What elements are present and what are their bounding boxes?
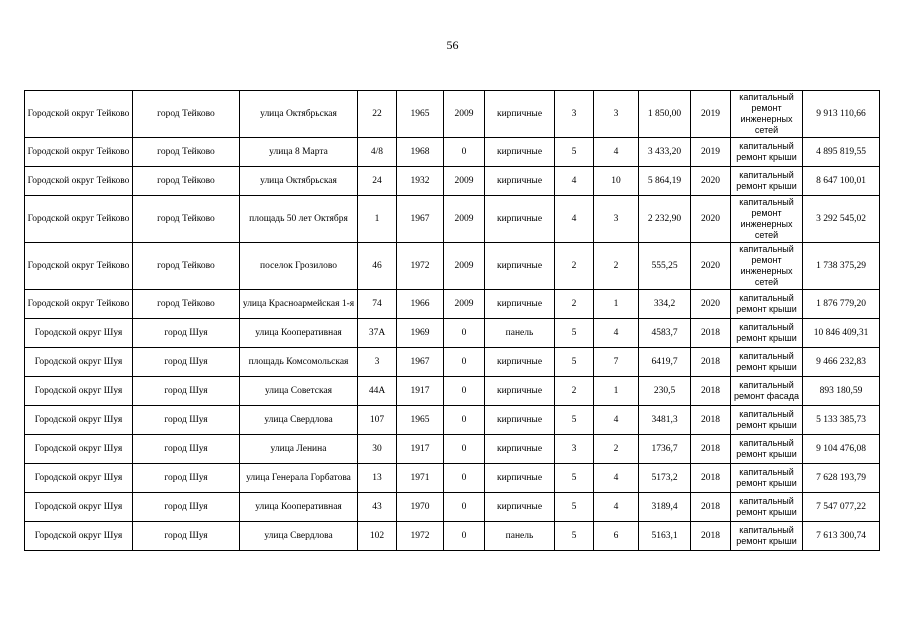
table-row bbox=[25, 493, 880, 522]
build-year-cell: 1968 bbox=[397, 138, 444, 167]
previous-repair-year-cell: 2009 bbox=[444, 290, 485, 319]
house-number-cell: 43 bbox=[358, 493, 397, 522]
table-row bbox=[25, 435, 880, 464]
area-cell: 3481,3 bbox=[639, 406, 691, 435]
house-number-cell: 37А bbox=[358, 319, 397, 348]
area-cell: 5 864,19 bbox=[639, 167, 691, 196]
build-year-cell: 1917 bbox=[397, 377, 444, 406]
floors-cell: 5 bbox=[555, 138, 594, 167]
table-row bbox=[25, 91, 880, 138]
district-cell: Городской округ Шуя bbox=[25, 348, 133, 377]
area-cell: 5173,2 bbox=[639, 464, 691, 493]
table-row bbox=[25, 167, 880, 196]
repair-kind-cell: капитальный ремонт крыши bbox=[731, 493, 803, 522]
cost-cell: 9 913 110,66 bbox=[803, 91, 880, 138]
repair-kind-cell: капитальный ремонт крыши bbox=[731, 167, 803, 196]
page-number: 56 bbox=[446, 38, 459, 52]
area-cell: 3189,4 bbox=[639, 493, 691, 522]
table-row bbox=[25, 348, 880, 377]
repair-year-cell: 2018 bbox=[691, 377, 731, 406]
wall-material-cell: кирпичные bbox=[485, 196, 555, 243]
cost-cell: 5 133 385,73 bbox=[803, 406, 880, 435]
previous-repair-year-cell: 2009 bbox=[444, 167, 485, 196]
repair-kind-cell: капитальный ремонт крыши bbox=[731, 464, 803, 493]
previous-repair-year-cell: 2009 bbox=[444, 91, 485, 138]
entrances-cell: 3 bbox=[594, 91, 639, 138]
wall-material-cell: кирпичные bbox=[485, 138, 555, 167]
district-cell: Городской округ Тейково bbox=[25, 290, 133, 319]
repair-year-cell: 2019 bbox=[691, 138, 731, 167]
previous-repair-year-cell: 2009 bbox=[444, 196, 485, 243]
floors-cell: 5 bbox=[555, 464, 594, 493]
floors-cell: 2 bbox=[555, 290, 594, 319]
street-cell: улица Ленина bbox=[240, 435, 358, 464]
wall-material-cell: кирпичные bbox=[485, 377, 555, 406]
previous-repair-year-cell: 0 bbox=[444, 522, 485, 551]
repair-year-cell: 2018 bbox=[691, 319, 731, 348]
repair-kind-cell: капитальный ремонт крыши bbox=[731, 290, 803, 319]
table-row bbox=[25, 406, 880, 435]
street-cell: улица Свердлова bbox=[240, 406, 358, 435]
house-number-cell: 13 bbox=[358, 464, 397, 493]
city-cell: город Шуя bbox=[133, 406, 240, 435]
house-number-cell: 22 bbox=[358, 91, 397, 138]
previous-repair-year-cell: 0 bbox=[444, 319, 485, 348]
wall-material-cell: кирпичные bbox=[485, 348, 555, 377]
build-year-cell: 1965 bbox=[397, 91, 444, 138]
house-number-cell: 1 bbox=[358, 196, 397, 243]
wall-material-cell: кирпичные bbox=[485, 464, 555, 493]
district-cell: Городской округ Шуя bbox=[25, 522, 133, 551]
district-cell: Городской округ Тейково bbox=[25, 138, 133, 167]
entrances-cell: 4 bbox=[594, 138, 639, 167]
city-cell: город Тейково bbox=[133, 196, 240, 243]
entrances-cell: 2 bbox=[594, 243, 639, 290]
entrances-cell: 6 bbox=[594, 522, 639, 551]
district-cell: Городской округ Тейково bbox=[25, 196, 133, 243]
city-cell: город Тейково bbox=[133, 243, 240, 290]
housing-repair-table bbox=[24, 90, 880, 551]
floors-cell: 5 bbox=[555, 493, 594, 522]
table-row bbox=[25, 243, 880, 290]
area-cell: 2 232,90 bbox=[639, 196, 691, 243]
floors-cell: 3 bbox=[555, 91, 594, 138]
repair-kind-cell: капитальный ремонт крыши bbox=[731, 522, 803, 551]
city-cell: город Шуя bbox=[133, 319, 240, 348]
repair-year-cell: 2020 bbox=[691, 243, 731, 290]
street-cell: улица Советская bbox=[240, 377, 358, 406]
city-cell: город Тейково bbox=[133, 138, 240, 167]
repair-year-cell: 2018 bbox=[691, 464, 731, 493]
table-row bbox=[25, 196, 880, 243]
repair-kind-cell: капитальный ремонт крыши bbox=[731, 319, 803, 348]
repair-year-cell: 2020 bbox=[691, 196, 731, 243]
cost-cell: 893 180,59 bbox=[803, 377, 880, 406]
repair-year-cell: 2019 bbox=[691, 91, 731, 138]
floors-cell: 5 bbox=[555, 348, 594, 377]
city-cell: город Шуя bbox=[133, 493, 240, 522]
wall-material-cell: кирпичные bbox=[485, 243, 555, 290]
repair-year-cell: 2018 bbox=[691, 435, 731, 464]
cost-cell: 9 466 232,83 bbox=[803, 348, 880, 377]
house-number-cell: 3 bbox=[358, 348, 397, 377]
repair-year-cell: 2020 bbox=[691, 290, 731, 319]
wall-material-cell: кирпичные bbox=[485, 493, 555, 522]
previous-repair-year-cell: 0 bbox=[444, 406, 485, 435]
repair-kind-cell: капитальный ремонт крыши bbox=[731, 138, 803, 167]
previous-repair-year-cell: 0 bbox=[444, 493, 485, 522]
table-row bbox=[25, 377, 880, 406]
repair-kind-cell: капитальный ремонт крыши bbox=[731, 406, 803, 435]
floors-cell: 2 bbox=[555, 243, 594, 290]
floors-cell: 5 bbox=[555, 406, 594, 435]
cost-cell: 3 292 545,02 bbox=[803, 196, 880, 243]
cost-cell: 7 628 193,79 bbox=[803, 464, 880, 493]
area-cell: 5163,1 bbox=[639, 522, 691, 551]
area-cell: 230,5 bbox=[639, 377, 691, 406]
street-cell: улица Красноармейская 1-я bbox=[240, 290, 358, 319]
city-cell: город Шуя bbox=[133, 348, 240, 377]
repair-kind-cell: капитальный ремонт фасада bbox=[731, 377, 803, 406]
area-cell: 4583,7 bbox=[639, 319, 691, 348]
district-cell: Городской округ Шуя bbox=[25, 435, 133, 464]
previous-repair-year-cell: 0 bbox=[444, 348, 485, 377]
cost-cell: 9 104 476,08 bbox=[803, 435, 880, 464]
district-cell: Городской округ Шуя bbox=[25, 377, 133, 406]
street-cell: поселок Грозилово bbox=[240, 243, 358, 290]
house-number-cell: 24 bbox=[358, 167, 397, 196]
previous-repair-year-cell: 0 bbox=[444, 435, 485, 464]
previous-repair-year-cell: 2009 bbox=[444, 243, 485, 290]
street-cell: улица Октябрьская bbox=[240, 167, 358, 196]
floors-cell: 5 bbox=[555, 522, 594, 551]
wall-material-cell: кирпичные bbox=[485, 91, 555, 138]
table-row bbox=[25, 319, 880, 348]
street-cell: улица Генерала Горбатова bbox=[240, 464, 358, 493]
city-cell: город Шуя bbox=[133, 522, 240, 551]
build-year-cell: 1970 bbox=[397, 493, 444, 522]
house-number-cell: 4/8 bbox=[358, 138, 397, 167]
district-cell: Городской округ Тейково bbox=[25, 167, 133, 196]
area-cell: 3 433,20 bbox=[639, 138, 691, 167]
house-number-cell: 74 bbox=[358, 290, 397, 319]
entrances-cell: 10 bbox=[594, 167, 639, 196]
floors-cell: 3 bbox=[555, 435, 594, 464]
wall-material-cell: кирпичные bbox=[485, 290, 555, 319]
repair-kind-cell: капитальный ремонт крыши bbox=[731, 435, 803, 464]
entrances-cell: 4 bbox=[594, 493, 639, 522]
entrances-cell: 1 bbox=[594, 290, 639, 319]
house-number-cell: 107 bbox=[358, 406, 397, 435]
build-year-cell: 1967 bbox=[397, 196, 444, 243]
area-cell: 334,2 bbox=[639, 290, 691, 319]
street-cell: улица Кооперативная bbox=[240, 493, 358, 522]
cost-cell: 1 876 779,20 bbox=[803, 290, 880, 319]
build-year-cell: 1971 bbox=[397, 464, 444, 493]
house-number-cell: 30 bbox=[358, 435, 397, 464]
entrances-cell: 2 bbox=[594, 435, 639, 464]
wall-material-cell: панель bbox=[485, 522, 555, 551]
build-year-cell: 1972 bbox=[397, 522, 444, 551]
previous-repair-year-cell: 0 bbox=[444, 464, 485, 493]
table-row bbox=[25, 290, 880, 319]
district-cell: Городской округ Тейково bbox=[25, 91, 133, 138]
repair-kind-cell: капитальный ремонт инженерных сетей bbox=[731, 243, 803, 290]
build-year-cell: 1965 bbox=[397, 406, 444, 435]
district-cell: Городской округ Шуя bbox=[25, 464, 133, 493]
district-cell: Городской округ Шуя bbox=[25, 493, 133, 522]
district-cell: Городской округ Шуя bbox=[25, 406, 133, 435]
previous-repair-year-cell: 0 bbox=[444, 138, 485, 167]
street-cell: улица 8 Марта bbox=[240, 138, 358, 167]
entrances-cell: 4 bbox=[594, 406, 639, 435]
table-body bbox=[25, 91, 880, 551]
floors-cell: 4 bbox=[555, 167, 594, 196]
city-cell: город Тейково bbox=[133, 91, 240, 138]
repair-year-cell: 2018 bbox=[691, 348, 731, 377]
repair-kind-cell: капитальный ремонт инженерных сетей bbox=[731, 91, 803, 138]
repair-kind-cell: капитальный ремонт крыши bbox=[731, 348, 803, 377]
build-year-cell: 1966 bbox=[397, 290, 444, 319]
cost-cell: 10 846 409,31 bbox=[803, 319, 880, 348]
entrances-cell: 4 bbox=[594, 464, 639, 493]
repair-year-cell: 2020 bbox=[691, 167, 731, 196]
street-cell: площадь 50 лет Октября bbox=[240, 196, 358, 243]
area-cell: 1 850,00 bbox=[639, 91, 691, 138]
area-cell: 6419,7 bbox=[639, 348, 691, 377]
table-row bbox=[25, 522, 880, 551]
table-row bbox=[25, 464, 880, 493]
house-number-cell: 102 bbox=[358, 522, 397, 551]
repair-kind-cell: капитальный ремонт инженерных сетей bbox=[731, 196, 803, 243]
area-cell: 1736,7 bbox=[639, 435, 691, 464]
repair-year-cell: 2018 bbox=[691, 406, 731, 435]
city-cell: город Шуя bbox=[133, 464, 240, 493]
district-cell: Городской округ Тейково bbox=[25, 243, 133, 290]
district-cell: Городской округ Шуя bbox=[25, 319, 133, 348]
city-cell: город Шуя bbox=[133, 377, 240, 406]
wall-material-cell: кирпичные bbox=[485, 167, 555, 196]
cost-cell: 7 547 077,22 bbox=[803, 493, 880, 522]
floors-cell: 2 bbox=[555, 377, 594, 406]
cost-cell: 7 613 300,74 bbox=[803, 522, 880, 551]
cost-cell: 1 738 375,29 bbox=[803, 243, 880, 290]
wall-material-cell: кирпичные bbox=[485, 435, 555, 464]
house-number-cell: 46 bbox=[358, 243, 397, 290]
street-cell: улица Кооперативная bbox=[240, 319, 358, 348]
city-cell: город Шуя bbox=[133, 435, 240, 464]
build-year-cell: 1932 bbox=[397, 167, 444, 196]
wall-material-cell: кирпичные bbox=[485, 406, 555, 435]
house-number-cell: 44А bbox=[358, 377, 397, 406]
repair-year-cell: 2018 bbox=[691, 493, 731, 522]
table-row bbox=[25, 138, 880, 167]
street-cell: улица Октябрьская bbox=[240, 91, 358, 138]
build-year-cell: 1972 bbox=[397, 243, 444, 290]
build-year-cell: 1917 bbox=[397, 435, 444, 464]
street-cell: площадь Комсомольская bbox=[240, 348, 358, 377]
floors-cell: 5 bbox=[555, 319, 594, 348]
build-year-cell: 1967 bbox=[397, 348, 444, 377]
build-year-cell: 1969 bbox=[397, 319, 444, 348]
city-cell: город Тейково bbox=[133, 290, 240, 319]
entrances-cell: 3 bbox=[594, 196, 639, 243]
entrances-cell: 7 bbox=[594, 348, 639, 377]
cost-cell: 8 647 100,01 bbox=[803, 167, 880, 196]
entrances-cell: 4 bbox=[594, 319, 639, 348]
street-cell: улица Свердлова bbox=[240, 522, 358, 551]
city-cell: город Тейково bbox=[133, 167, 240, 196]
wall-material-cell: панель bbox=[485, 319, 555, 348]
previous-repair-year-cell: 0 bbox=[444, 377, 485, 406]
area-cell: 555,25 bbox=[639, 243, 691, 290]
cost-cell: 4 895 819,55 bbox=[803, 138, 880, 167]
floors-cell: 4 bbox=[555, 196, 594, 243]
repair-year-cell: 2018 bbox=[691, 522, 731, 551]
entrances-cell: 1 bbox=[594, 377, 639, 406]
